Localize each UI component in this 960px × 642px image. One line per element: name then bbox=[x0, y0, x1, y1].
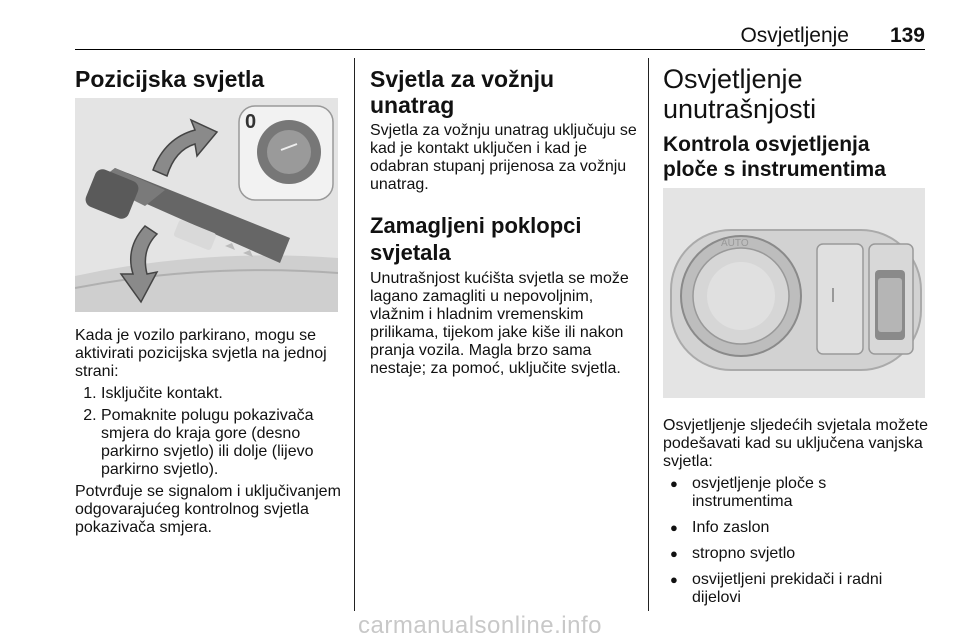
bullet-item: ● stropno svjetlo bbox=[692, 545, 928, 563]
bullet-item: ● osvijetljeni prekidači i radni dijelovi bbox=[692, 571, 928, 607]
column-divider-1 bbox=[354, 58, 355, 611]
column-3-body bbox=[663, 417, 928, 615]
reversing-text: Svjetla za vožnju unatrag uključuju se kad je kontakt uključen i kad je odabran stupanj prijenosa za vožnju unatrag. bbox=[370, 122, 637, 193]
lever-illustration bbox=[75, 98, 338, 312]
parking-intro: Kada je vozilo parkirano, mogu se aktivirati pozicijska svjetla na jednoj strani: bbox=[75, 327, 327, 380]
column-1-body bbox=[75, 327, 347, 537]
section-title-parking-lights: Pozicijska svjetla bbox=[75, 66, 265, 92]
watermark: carmanualsonline.info bbox=[358, 612, 602, 639]
parking-steps bbox=[75, 385, 347, 479]
column-1 bbox=[75, 66, 345, 92]
fogged-text: Unutrašnjost kućišta svjetla se može lagano zamagliti u nepovoljnim, vlažnim i hladnim vremenskim prilikama, tijekom jake kiše ili nakon pranja vozila. Magla brzo sama nestaje; za pomoć, uključite svjetla. bbox=[370, 270, 629, 377]
fig-label-auto: AUTO bbox=[721, 238, 749, 249]
section-title-reversing-lights: Svjetla za vožnju unatrag bbox=[370, 66, 555, 118]
fig-badge: 0 bbox=[245, 111, 257, 133]
figure-turn-signal-lever bbox=[75, 98, 338, 312]
bullet-item: ● osvjetljenje ploče s instrumentima bbox=[692, 475, 928, 511]
figure-light-switch-panel bbox=[663, 188, 925, 398]
light-switch-illustration bbox=[663, 188, 925, 398]
parking-outro: Potvrđuje se signalom i uključivanjem odgovarajućeg kontrolnog svjetla pokazivača smjera. bbox=[75, 483, 341, 536]
header-rule bbox=[75, 49, 925, 50]
chapter-title: Osvjetljenje bbox=[740, 24, 849, 47]
section-title-fogged-covers: Zamagljeni poklopci svjetala bbox=[370, 213, 582, 265]
column-2 bbox=[370, 66, 640, 378]
page-header bbox=[75, 0, 925, 50]
interior-bullets bbox=[663, 475, 928, 607]
step-item: 2. Pomaknite polugu pokazivača smjera do kraja gore (desno parkirno svjetlo) ili dolje (lijevo parkirno svjetlo). bbox=[101, 407, 347, 479]
bullet-item: ● Info zaslon bbox=[692, 519, 928, 537]
interior-intro: Osvjetljenje sljedećih svjetala možete podešavati kad su uključena vanjska svjetla: bbox=[663, 417, 929, 470]
section-subtitle-instrument-panel: Kontrola osvjetljenja ploče s instrumentima bbox=[663, 133, 886, 181]
section-title-interior-lighting: Osvjetljenje unutrašnjosti bbox=[663, 64, 817, 124]
page-number: 139 bbox=[889, 24, 925, 47]
step-item: 1. Isključite kontakt. bbox=[101, 385, 347, 403]
column-3 bbox=[663, 64, 928, 182]
column-divider-2 bbox=[648, 58, 649, 611]
